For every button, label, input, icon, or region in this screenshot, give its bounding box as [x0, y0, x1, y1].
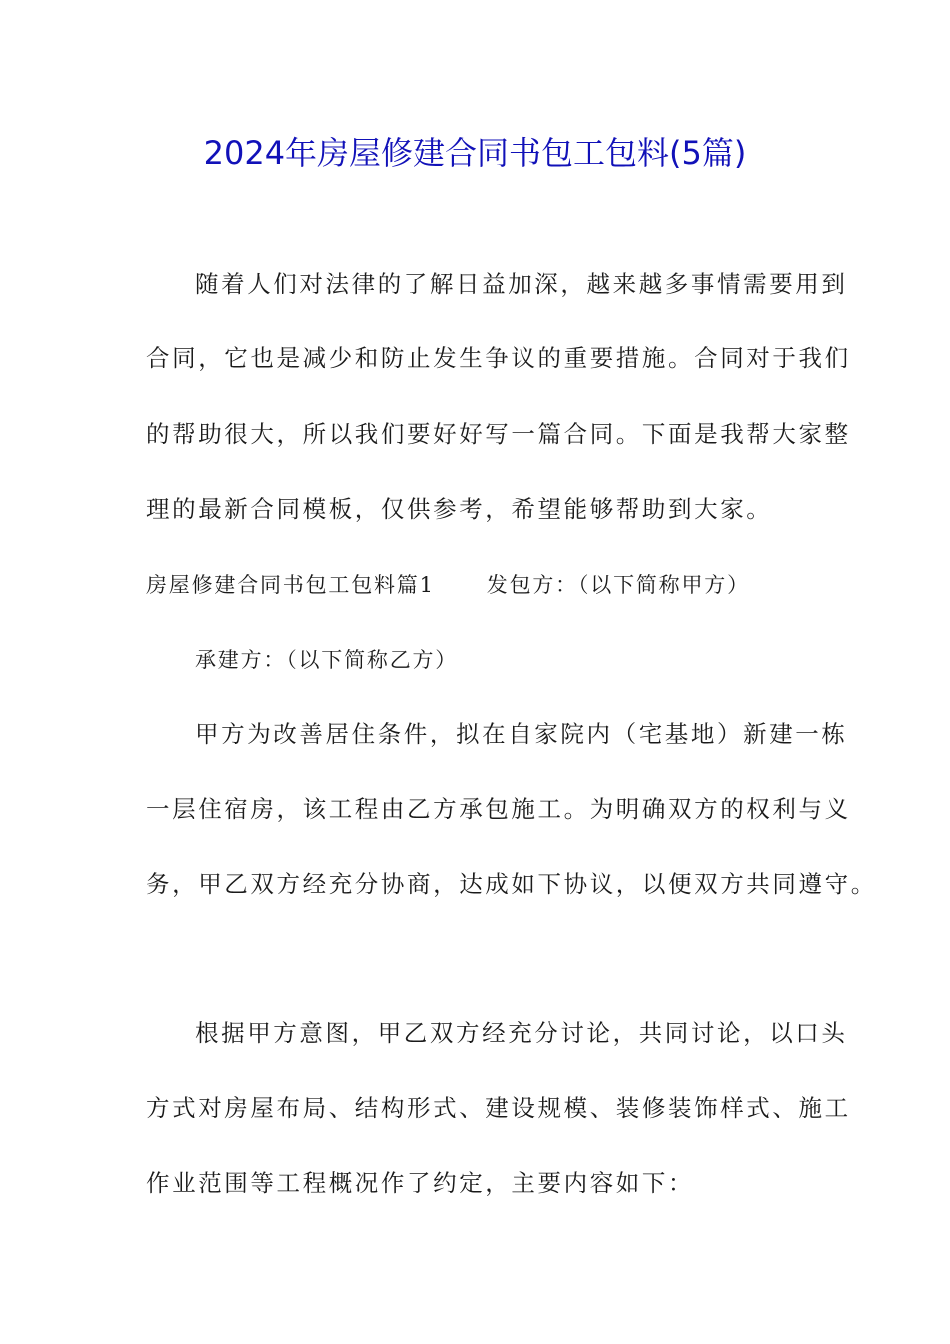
paragraph-line: 根据甲方意图，甲乙双方经充分讨论，共同讨论，以口头 [195, 1019, 848, 1047]
paragraph-line: 的帮助很大，所以我们要好好写一篇合同。下面是我帮大家整 [146, 420, 851, 448]
paragraph-line: 方式对房屋布局、结构形式、建设规模、装修装饰样式、施工 [146, 1094, 851, 1122]
party-b-label: 承建方：（以下简称乙方） [195, 648, 459, 672]
party-a-label: 发包方：（以下简称甲方） [486, 573, 750, 597]
section-heading: 房屋修建合同书包工包料篇1 [146, 573, 435, 597]
paragraph-line: 随着人们对法律的了解日益加深，越来越多事情需要用到 [195, 270, 848, 298]
paragraph-line: 一层住宿房，该工程由乙方承包施工。为明确双方的权利与义 [146, 795, 851, 823]
paragraph-line: 理的最新合同模板，仅供参考，希望能够帮助到大家。 [146, 495, 773, 523]
paragraph-line: 甲方为改善居住条件，拟在自家院内（宅基地）新建一栋 [195, 720, 848, 748]
paragraph-line: 作业范围等工程概况作了约定，主要内容如下： [146, 1169, 695, 1197]
document-title: 2024年房屋修建合同书包工包料(5篇) [203, 134, 747, 172]
paragraph-line: 合同，它也是减少和防止发生争议的重要措施。合同对于我们 [146, 344, 851, 372]
paragraph-line: 务，甲乙双方经充分协商，达成如下协议，以便双方共同遵守。 [146, 870, 877, 898]
section-heading-line [146, 569, 826, 601]
